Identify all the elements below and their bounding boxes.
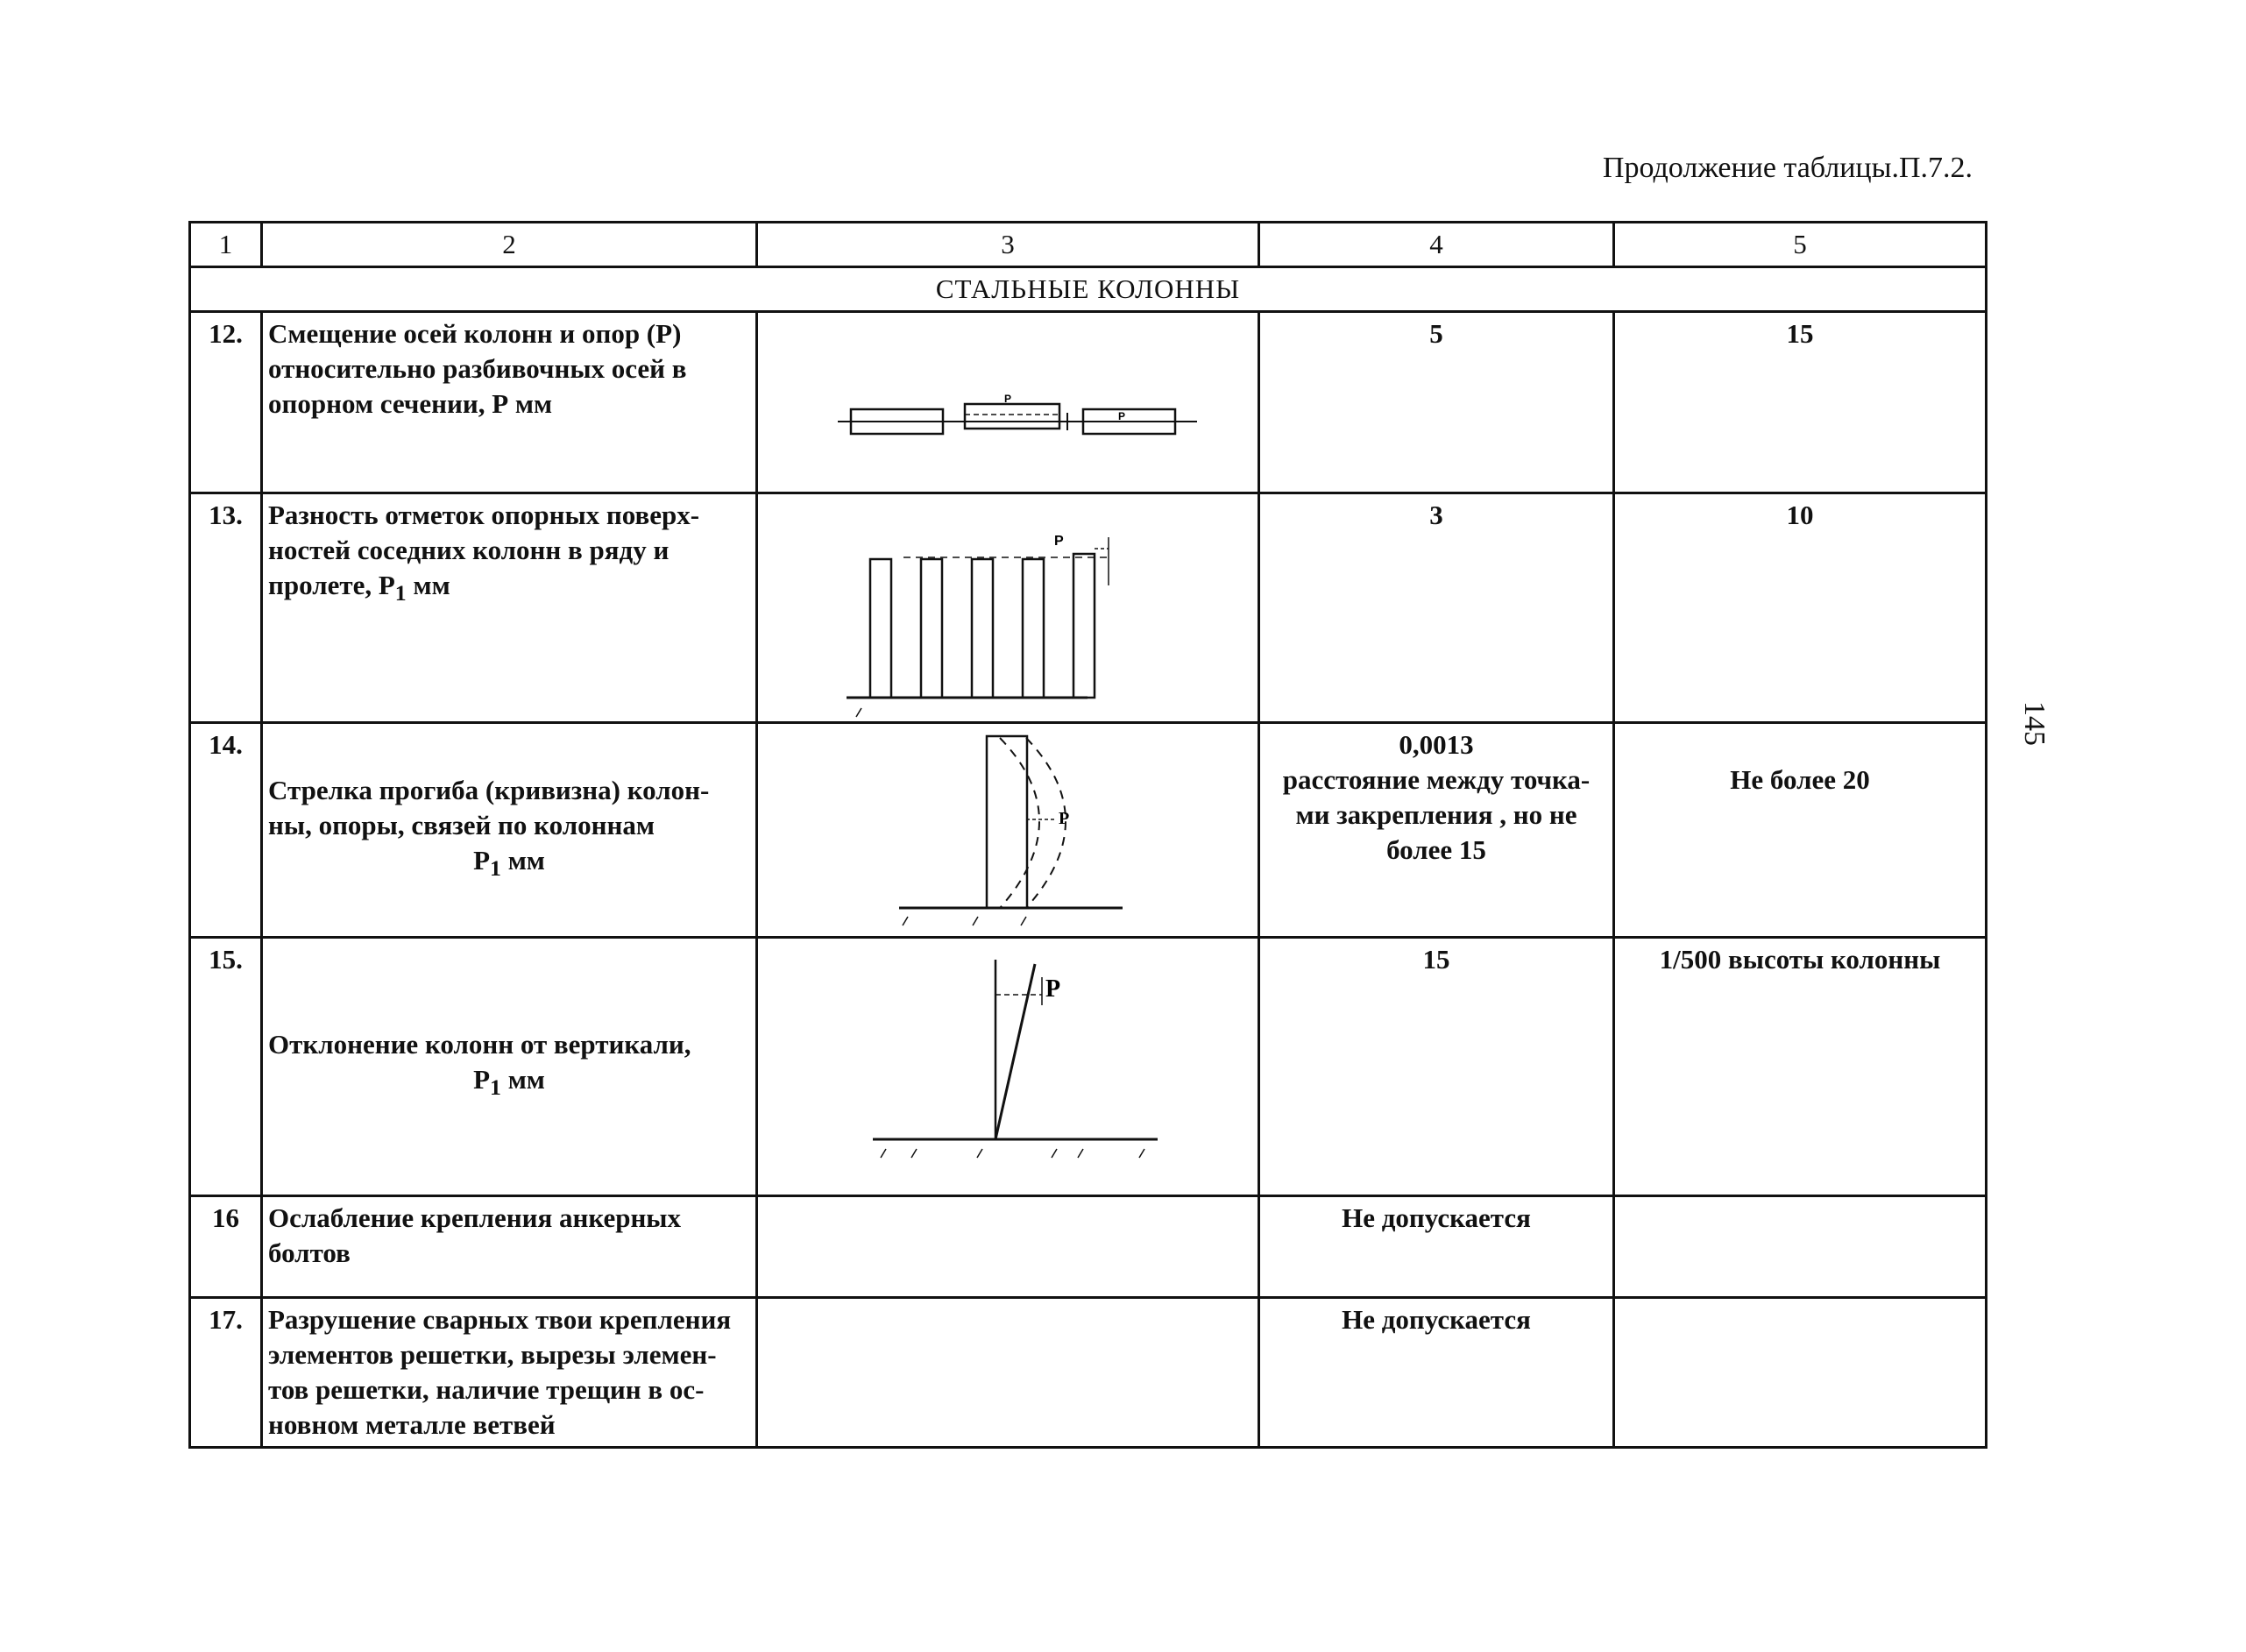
- figure-support-levels: [757, 493, 1259, 723]
- figure-label: Р: [1118, 410, 1126, 422]
- table-row-16: [190, 1196, 1987, 1298]
- row-limit: 1/500 высоты колонны: [1614, 938, 1987, 1196]
- table-row-13: [190, 493, 1987, 723]
- row-description-unit-line: $Р_1$ мм: [473, 845, 545, 882]
- figure-label: Р: [1045, 975, 1061, 1003]
- row-description: [262, 723, 757, 938]
- row-limit: 15: [1614, 312, 1987, 493]
- row-tolerance: 0,0013 расстояние между точка- ми закрепления , но не более 15: [1259, 723, 1614, 938]
- row-limit: [1614, 1196, 1987, 1298]
- row-description-text: Разность отметок опорных поверх-ностей соседних колонн в ряду и пролете, Р: [268, 500, 700, 600]
- figure-label: Р: [1054, 534, 1064, 549]
- row-number: 13.: [190, 493, 262, 723]
- row-number: 12.: [190, 312, 262, 493]
- header-row: [190, 223, 1987, 267]
- row-number: 14.: [190, 723, 262, 938]
- figure-axis-offset: [757, 312, 1259, 493]
- row-description-unit-line: $Р_1$ мм: [473, 1064, 545, 1101]
- vertical-deviation-diagram: [763, 942, 1265, 1191]
- table-row-12: [190, 312, 1987, 493]
- header-cell-5: 5: [1614, 223, 1987, 267]
- row-number: 15.: [190, 938, 262, 1196]
- row-tolerance: 5: [1259, 312, 1614, 493]
- row-number: 16: [190, 1196, 262, 1298]
- header-cell-2: 2: [262, 223, 757, 267]
- section-title: СТАЛЬНЫЕ КОЛОННЫ: [190, 267, 1987, 312]
- table-row-17: [190, 1298, 1987, 1448]
- row-number: 17.: [190, 1298, 262, 1448]
- page-number: 145: [2018, 701, 2051, 746]
- row-description: Смещение осей колонн и опор (Р) относительно разбивочных осей в опорном сечении, Р мм: [262, 312, 757, 493]
- axis-offset-diagram: [763, 316, 1265, 488]
- figure-empty: [757, 1298, 1259, 1448]
- table-row-14: [190, 723, 1987, 938]
- row-tolerance: 3: [1259, 493, 1614, 723]
- row-limit: 10: [1614, 493, 1987, 723]
- row-description: Ослабление крепления анкерных болтов: [262, 1196, 757, 1298]
- row-description-subscript: 1: [394, 580, 407, 606]
- figure-vertical-deviation: [757, 938, 1259, 1196]
- specification-table: [188, 221, 1987, 1449]
- row-tolerance: Не допускается: [1259, 1298, 1614, 1448]
- figure-empty: [757, 1196, 1259, 1298]
- row-description-unit: мм: [406, 570, 450, 600]
- table-row-15: [190, 938, 1987, 1196]
- header-cell-4: 4: [1259, 223, 1614, 267]
- table-caption: Продолжение таблицы.П.7.2.: [1602, 152, 1973, 184]
- figure-label: Р: [1004, 393, 1012, 405]
- header-cell-3: 3: [757, 223, 1259, 267]
- row-tolerance: Не допускается: [1259, 1196, 1614, 1298]
- section-row: [190, 267, 1987, 312]
- row-description: Разрушение сварных твои крепления элементов решетки, вырезы элемен-тов решетки, наличие трещин в ос-новном металле ветвей: [262, 1298, 757, 1448]
- support-levels-diagram: [763, 498, 1265, 718]
- row-limit: [1614, 1298, 1987, 1448]
- figure-label: Р: [1059, 809, 1070, 828]
- row-tolerance: 15: [1259, 938, 1614, 1196]
- row-limit: Не более 20: [1614, 723, 1987, 938]
- row-description-text: Отклонение колонн от вертикали,: [268, 1029, 691, 1060]
- figure-column-curvature: [757, 723, 1259, 938]
- header-cell-1: 1: [190, 223, 262, 267]
- column-curvature-diagram: [763, 727, 1265, 932]
- row-description: [262, 938, 757, 1196]
- row-description: [262, 493, 757, 723]
- row-description-text: Стрелка прогиба (кривизна) колон-ны, опоры, связей по колоннам: [268, 775, 710, 841]
